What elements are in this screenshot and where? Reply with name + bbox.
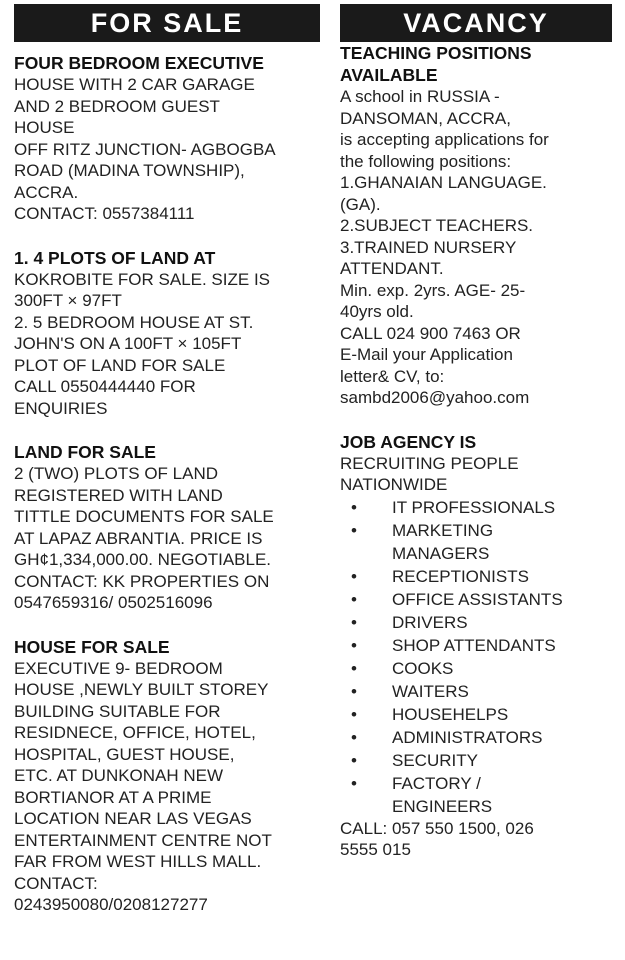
ad-line: CONTACT: 0557384111 [14,204,195,223]
ad-line: the following positions: [340,151,512,171]
ad-line: ETC. AT DUNKONAH NEW [14,766,224,785]
vacancy-header: VACANCY [340,4,612,42]
ad-line: DANSOMAN, ACCRA, [340,108,511,128]
ad-line: Min. exp. 2yrs. AGE- 25- [340,280,526,300]
ad-line: OFF RITZ JUNCTION- AGBOGBA [14,139,276,159]
for-sale-column [14,4,320,938]
ad-line: 40yrs old. [340,302,414,321]
vacancy-column [340,4,612,883]
ad-line: ATTENDANT. [340,259,444,278]
ad-line: AND 2 BEDROOM GUEST [14,96,220,116]
job-list-item-text: • FACTORY / [392,773,481,793]
sale-ad [14,441,320,614]
ad-line: 3.TRAINED NURSERY [340,237,517,257]
ad-line: HOUSE WITH 2 CAR GARAGE [14,75,255,94]
ad-line: PLOT OF LAND FOR SALE [14,355,226,375]
ad-line: JOHN'S ON A 100FT × 105FT [14,334,242,353]
job-list-item [340,657,612,680]
ad-line: (GA). [340,194,381,214]
job-list-item-text: • SECURITY [392,750,478,770]
ad-title: LAND FOR SALE [14,442,156,462]
ad-line: 5555 015 [340,840,411,859]
job-list-item [340,680,612,703]
ad-line: CONTACT: [14,873,98,893]
ad-line: is accepting applications for [340,130,549,149]
ad-line: 0243950080/0208127277 [14,895,208,914]
ad-title: AVAILABLE [340,65,438,85]
ad-title: HOUSE FOR SALE [14,636,170,657]
job-list-item-text: MANAGERS [392,543,490,563]
job-list-item [340,611,612,634]
for-sale-ads [14,52,320,916]
ad-line: AT LAPAZ ABRANTIA. PRICE IS [14,528,263,548]
ad-line: ACCRA. [14,182,79,202]
ad-line: CALL 0550444440 FOR [14,377,196,396]
job-list-item [340,726,612,749]
ad-line: ROAD (MADINA TOWNSHIP), [14,161,245,180]
ad-title: TEACHING POSITIONS [340,43,532,63]
ad-line: EXECUTIVE 9- BEDROOM [14,658,223,678]
ad-line: TITTLE DOCUMENTS FOR SALE [14,507,274,526]
job-list-item-text: • IT PROFESSIONALS [392,497,556,517]
ad-title: FOUR BEDROOM EXECUTIVE [14,53,264,73]
ad-line: 300FT × 97FT [14,291,122,310]
ad-title: 1. 4 PLOTS OF LAND AT [14,247,216,268]
ad-line: 1.GHANAIAN LANGUAGE. [340,173,547,192]
ad-line: REGISTERED WITH LAND [14,485,223,505]
ad-title: JOB AGENCY IS [340,431,477,452]
ad-line: 2. 5 BEDROOM HOUSE AT ST. [14,312,254,332]
job-list-item [340,749,612,772]
sale-ad [14,247,320,420]
job-list-item-text: • HOUSEHELPS [392,704,509,724]
job-list-item-text: • COOKS [392,658,454,678]
ad-line: BORTIANOR AT A PRIME [14,787,212,807]
ad-line: CONTACT: KK PROPERTIES ON [14,571,270,591]
sale-ad [14,52,320,225]
job-list-item [340,703,612,726]
ad-line: CALL 024 900 7463 OR [340,323,521,343]
job-list-item [340,588,612,611]
ad-line: BUILDING SUITABLE FOR [14,701,221,721]
job-list-item-text: • RECEPTIONISTS [392,566,529,586]
job-list-item [340,519,612,565]
job-list-item-text: • SHOP ATTENDANTS [392,635,556,655]
job-list-item-text: • OFFICE ASSISTANTS [392,589,563,609]
ad-line: HOUSE [14,118,75,137]
job-list-item-text: • WAITERS [392,681,469,701]
ad-line: CALL: 057 550 1500, 026 [340,818,534,838]
ad-line: ENQUIRIES [14,398,108,418]
ad-line: GH¢1,334,000.00. NEGOTIABLE. [14,550,272,569]
ad-line: E-Mail your Application [340,345,513,364]
ad-line: letter& CV, to: [340,366,445,386]
ad-line: KOKROBITE FOR SALE. SIZE IS [14,269,271,289]
job-list-item-text: ENGINEERS [392,796,493,816]
job-list-item-text: • DRIVERS [392,612,468,632]
ad-line: 2.SUBJECT TEACHERS. [340,216,534,235]
job-list-item [340,634,612,657]
ad-line: A school in RUSSIA - [340,87,500,106]
ad-line: RESIDNECE, OFFICE, HOTEL, [14,723,256,742]
ad-line: HOSPITAL, GUEST HOUSE, [14,744,235,764]
job-list-item [340,772,612,818]
ad-line: ENTERTAINMENT CENTRE NOT [14,830,272,850]
job-list-item [340,496,612,519]
job-list [340,496,612,818]
ad-line: LOCATION NEAR LAS VEGAS [14,809,252,828]
ad-line: RECRUITING PEOPLE [340,453,519,473]
ad-line: 2 (TWO) PLOTS OF LAND [14,464,219,483]
teaching-positions-ad [340,42,612,409]
ad-line: 0547659316/ 0502516096 [14,593,213,612]
ad-line: sambd2006@yahoo.com [340,388,530,407]
for-sale-header: FOR SALE [14,4,320,42]
job-list-item-text: • MARKETING [392,520,494,540]
job-list-item [340,565,612,588]
job-list-item-text: • ADMINISTRATORS [392,727,543,747]
sale-ad [14,636,320,916]
ad-line: HOUSE ,NEWLY BUILT STOREY [14,680,269,699]
job-agency-ad [340,431,612,861]
ad-line: NATIONWIDE [340,475,448,494]
ad-line: FAR FROM WEST HILLS MALL. [14,852,262,871]
